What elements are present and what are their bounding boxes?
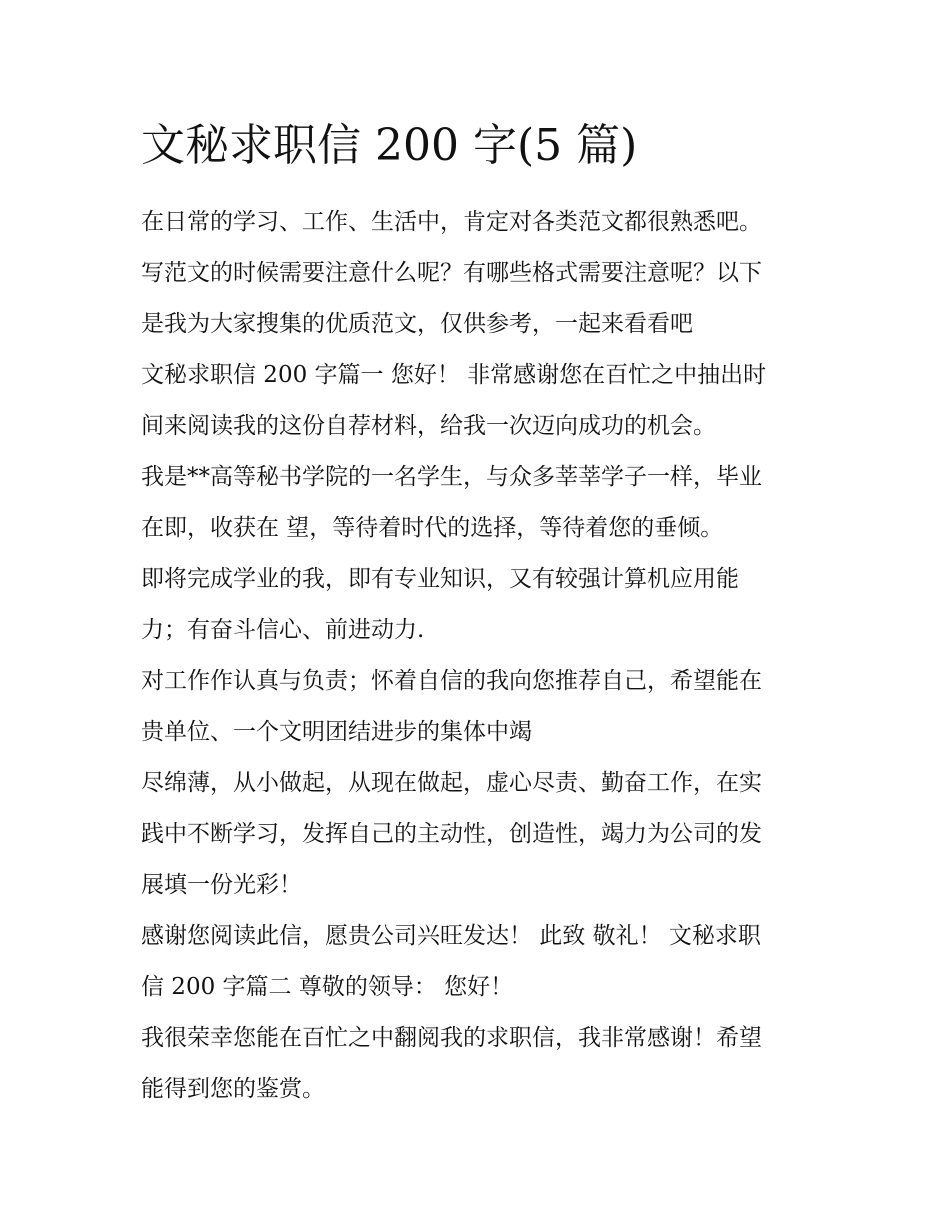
body-line: 间来阅读我的这份自荐材料，给我一次迈向成功的机会。 [141,413,716,439]
body-line: 文秘求职信 200 字篇一 您好！ 非常感谢您在百忙之中抽出时 [141,362,767,388]
body-line: 信 200 字篇二 尊敬的领导： 您好！ [141,974,514,1000]
body-line: 写范文的时候需要注意什么呢？有哪些格式需要注意呢？以下 [141,260,762,286]
body-line: 感谢您阅读此信，愿贵公司兴旺发达！ 此致 敬礼！ 文秘求职 [141,923,761,949]
body-line: 尽绵薄，从小做起，从现在做起，虚心尽责、勤奋工作，在实 [141,770,762,796]
body-line: 贵单位、一个文明团结进步的集体中竭 [141,719,532,745]
body-line: 在即，收获在 望，等待着时代的选择，等待着您的垂倾。 [141,515,724,541]
body-line: 在日常的学习、工作、生活中，肯定对各类范文都很熟悉吧。 [141,209,762,235]
body-line: 即将完成学业的我，即有专业知识，又有较强计算机应用能 [141,566,739,592]
body-line: 我很荣幸您能在百忙之中翻阅我的求职信，我非常感谢！希望 [141,1025,762,1051]
body-line: 能得到您的鉴赏。 [141,1076,325,1102]
body-line: 对工作作认真与负责；怀着自信的我向您推荐自己，希望能在 [141,668,762,694]
body-line: 展填一份光彩！ [141,872,302,898]
body-line: 践中不断学习，发挥自己的主动性，创造性，竭力为公司的发 [141,821,762,847]
document-body [141,197,821,1115]
body-line: 我是**高等秘书学院的一名学生，与众多莘莘学子一样，毕业 [141,464,762,490]
document-title: 文秘求职信 200 字(5 篇) [141,120,638,171]
body-line: 力；有奋斗信心、前进动力. [141,617,425,643]
body-line: 是我为大家搜集的优质范文，仅供参考，一起来看看吧 [141,311,693,337]
